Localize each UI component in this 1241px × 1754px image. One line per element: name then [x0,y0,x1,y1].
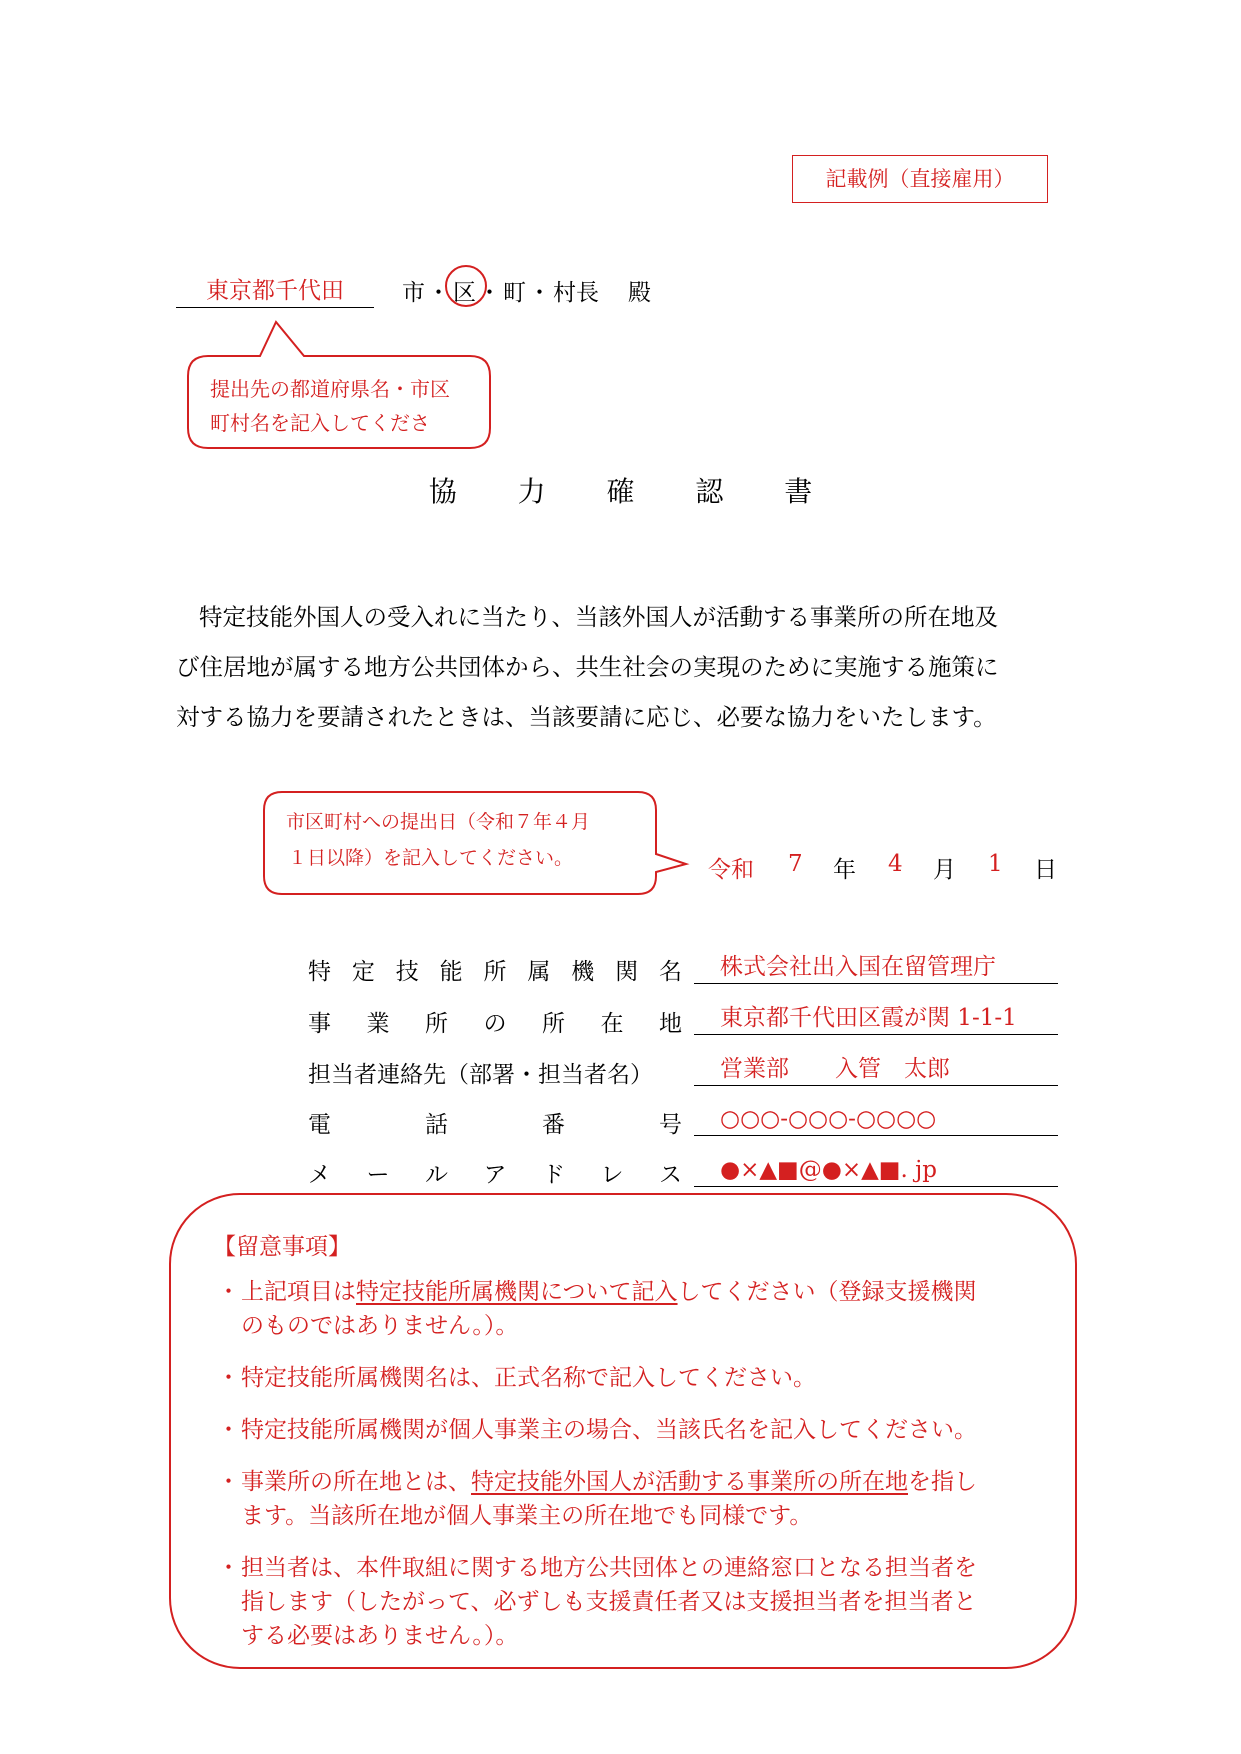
field-label-office-address-text: 事 業 所 の 所 在 地 [308,1011,682,1037]
field-label-phone [308,1106,682,1139]
field-label-office-address [308,1005,682,1038]
notes-item-4-underlined: 特定技能外国人が活動する事業所の所在地 [471,1469,908,1495]
addressee-honorific: 殿 [628,280,651,306]
field-value-email: ●×▲■@●×▲■. jp [694,1155,1058,1187]
date-day: 1 [988,851,1003,877]
notes-section [169,1196,1079,1653]
date-month-unit: 月 [933,857,956,883]
addressee-separator: ・ [478,280,501,306]
field-value-office-address: 東京都千代田区霞が関 1-1-1 [694,1003,1058,1035]
field-label-organization [308,953,682,986]
addressee-option-city: 市 [402,280,425,306]
bullet: ・ [217,1279,240,1305]
notes-item-5 [217,1551,1079,1653]
city-name-field: 東京都千代田 [176,272,374,308]
example-label-box: 記載例（直接雇用） [792,155,1048,203]
date-year-unit: 年 [833,857,856,883]
date-year: 7 [788,851,803,877]
notes-heading: 【留意事項】 [213,1234,351,1260]
field-label-email [308,1156,682,1189]
body-line-3: 対する協力を要請されたときは、当該要請に応じ、必要な協力をいたします。 [176,703,997,731]
date-month: 4 [888,851,903,877]
callout-date-line2: １日以降）を記入してください。 [288,847,574,869]
notes-item-4-text-b: を指し [908,1469,977,1495]
notes-item-3 [217,1413,1079,1447]
notes-item-5-line2: 指します（したがって、必ずしも支援責任者又は支援担当者を担当者と [241,1589,977,1615]
notes-item-3-text: 特定技能所属機関が個人事業主の場合、当該氏名を記入してください。 [241,1417,977,1443]
field-label-email-text: メ ー ル ア ド レ ス [308,1162,682,1188]
notes-item-5-line1: 担当者は、本件取組に関する地方公共団体との連絡窓口となる担当者を [241,1555,977,1581]
field-value-contact: 営業部 入管 太郎 [694,1054,1058,1086]
bullet: ・ [217,1417,240,1443]
field-label-contact-text: 担当者連絡先（部署・担当者名） [308,1062,653,1088]
bullet: ・ [217,1365,240,1391]
bullet: ・ [217,1469,240,1495]
field-value-phone: ○○○-○○○-○○○○ [694,1104,1058,1136]
date-era: 令和 [708,857,754,883]
callout-date-line1: 市区町村への提出日（令和７年４月 [286,811,591,833]
addressee-separator: ・ [427,280,450,306]
callout-prefecture-line1: 提出先の都道府県名・市区 [210,377,450,401]
addressee-option-village-head: 村長 [553,280,599,306]
notes-item-1 [217,1275,1079,1343]
field-value-organization: 株式会社出入国在留管理庁 [694,952,1058,984]
notes-item-1-text-b: してください（登録支援機関 [677,1279,977,1305]
addressee-separator: ・ [528,280,551,306]
addressee-option-ward: 区 [453,280,476,306]
field-label-contact [308,1056,653,1089]
field-label-organization-text: 特 定 技 能 所 属 機 関 名 [308,959,682,985]
body-paragraph [176,592,1066,742]
notes-item-4-text-c: ます。当該所在地が個人事業主の所在地でも同様です。 [241,1503,813,1529]
callout-date-text [286,804,590,876]
document-title: 協 力 確 認 書 [428,475,839,508]
notes-item-1-underlined: 特定技能所属機関について記入 [356,1279,678,1305]
notes-item-1-text-c: のものではありません。）。 [241,1313,519,1339]
field-label-phone-text: 電 話 番 号 [308,1112,682,1138]
notes-item-4 [217,1465,1079,1533]
body-line-2: び住居地が属する地方公共団体から、共生社会の実現のために実施する施策に [176,653,999,681]
notes-item-5-line3: する必要はありません。）。 [241,1623,519,1649]
addressee-option-town: 町 [503,280,526,306]
notes-item-2-text: 特定技能所属機関名は、正式名称で記入してください。 [241,1365,816,1391]
notes-item-4-text-a: 事業所の所在地とは、 [241,1469,471,1495]
callout-prefecture-text [210,372,450,440]
bullet: ・ [217,1555,240,1581]
callout-prefecture-line2: 町村名を記入してくださ [210,411,430,435]
date-day-unit: 日 [1034,857,1057,883]
notes-item-2 [217,1361,1079,1395]
body-line-1: 特定技能外国人の受入れに当たり、当該外国人が活動する事業所の所在地及 [199,603,998,631]
notes-item-1-text-a: 上記項目は [241,1279,356,1305]
